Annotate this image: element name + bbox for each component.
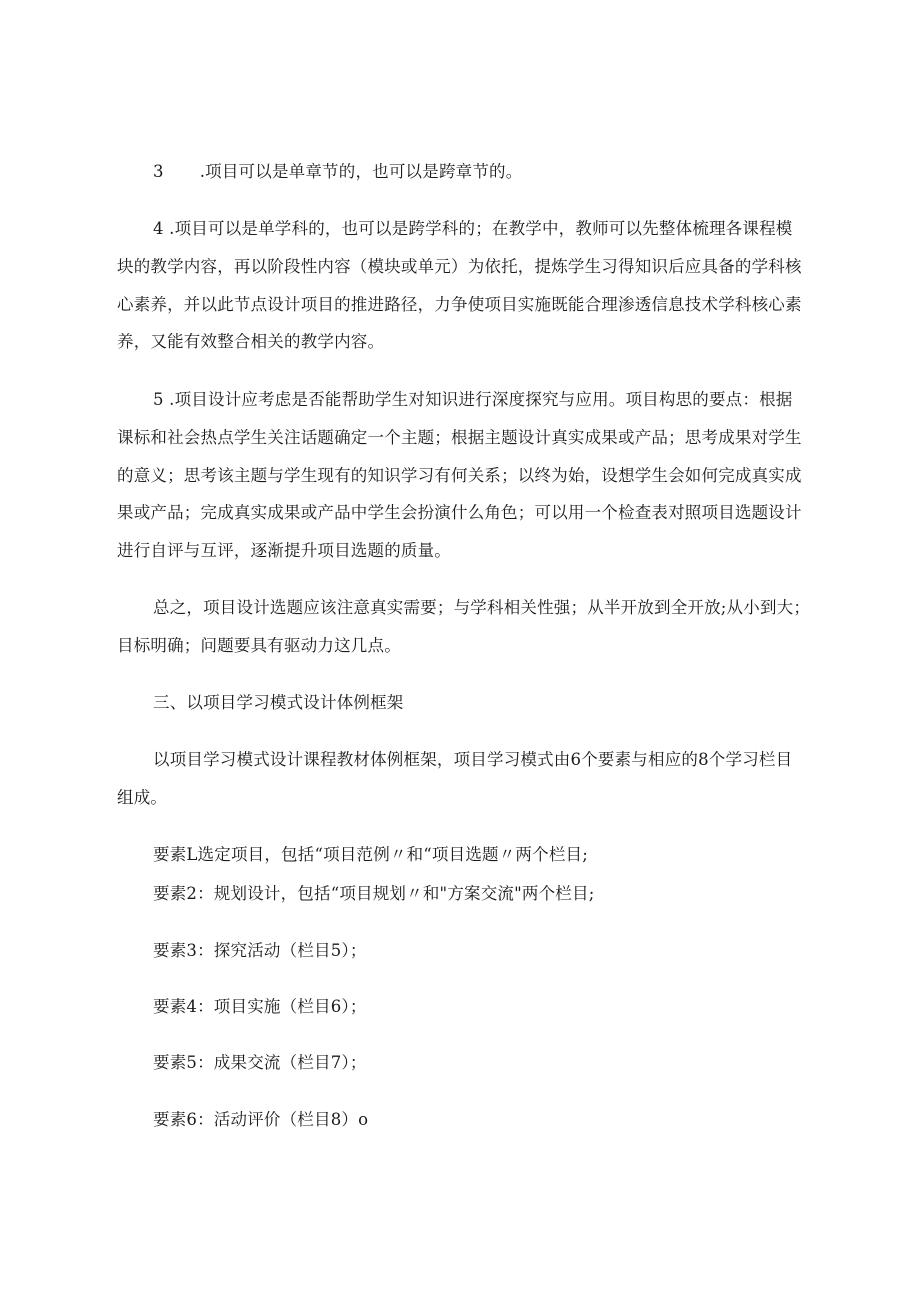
item-5-line-5: 进行自评与互评，逐渐提升项目选题的质量。 xyxy=(117,541,451,560)
item-5-line-2: 课标和社会热点学生关注话题确定一个主题；根据主题设计真实成果或产品；思考成果对学生 xyxy=(117,428,802,447)
item-4-line-3: 心素养，并以此节点设计项目的推进路径，力争使项目实施既能合理渗透信息技术学科核心素 xyxy=(117,295,802,314)
item-5-line-4: 果或产品；完成真实成果或产品中学生会扮演什么角色；可以用一个检查表对照项目选题设计 xyxy=(117,503,802,522)
intro-line-1: 以项目学习模式设计课程教材体例框架，项目学习模式由6个要素与相应的8个学习栏目 xyxy=(153,750,793,769)
item-3-number: 3 xyxy=(153,162,164,181)
summary-line-1: 总之，项目设计选题应该注意真实需要；与学科相关性强；从半开放到全开放;从小到大； xyxy=(153,598,811,617)
element-5: 要素5：成果交流（栏目7）； xyxy=(153,1053,367,1072)
element-3: 要素3：探究活动（栏目5）； xyxy=(153,941,367,960)
item-3-text: .项目可以是单章节的，也可以是跨章节的。 xyxy=(199,162,523,181)
item-4-line-1: 4 .项目可以是单学科的，也可以是跨学科的；在教学中，教师可以先整体梳理各课程模 xyxy=(153,219,793,238)
element-1: 要素L选定项目，包括“项目范例〃和“项目选题〃两个栏目; xyxy=(153,845,588,864)
element-2: 要素2：规划设计，包括“项目规划〃和"方案交流"两个栏目; xyxy=(153,884,595,903)
element-4: 要素4：项目实施（栏目6）； xyxy=(153,997,367,1016)
summary-line-2: 目标明确；问题要具有驱动力这几点。 xyxy=(117,636,401,655)
item-4-line-4: 养，又能有效整合相关的教学内容。 xyxy=(117,332,385,351)
section-heading: 三、以项目学习模式设计体例框架 xyxy=(153,693,404,712)
element-6: 要素6：活动评价（栏目8）o xyxy=(153,1110,369,1129)
item-3-paragraph xyxy=(153,162,522,182)
intro-line-2: 组成。 xyxy=(117,788,168,807)
item-5-line-3: 的意义；思考该主题与学生现有的知识学习有何关系；以终为始，设想学生会如何完成真实成 xyxy=(117,466,802,485)
item-5-line-1: 5 .项目设计应考虑是否能帮助学生对知识进行深度探究与应用。项目构思的要点：根据 xyxy=(153,390,793,409)
item-4-line-2: 块的教学内容，再以阶段性内容（模块或单元）为依托，提炼学生习得知识后应具备的学科核 xyxy=(117,257,802,276)
